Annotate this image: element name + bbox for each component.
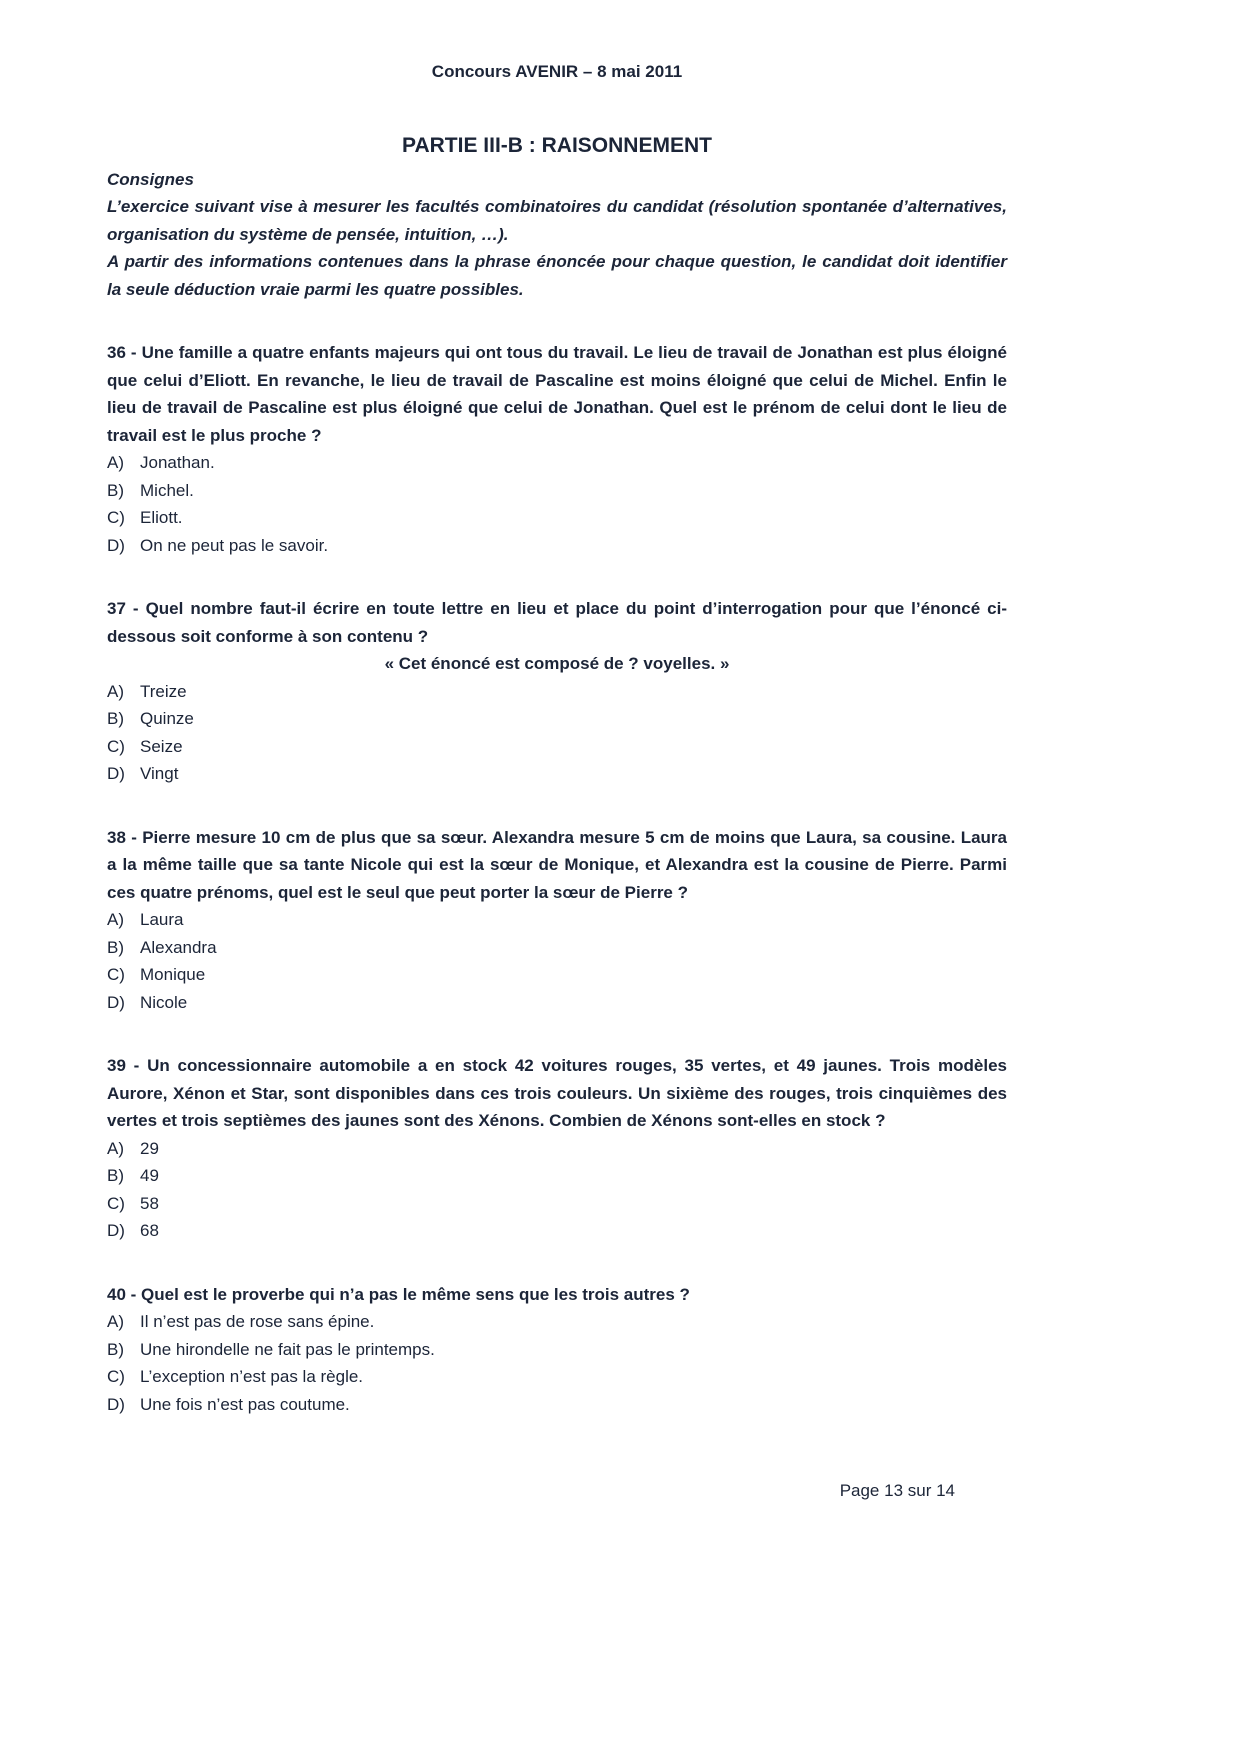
option-text: Treize [140, 681, 187, 701]
option-text: Une fois n’est pas coutume. [140, 1394, 350, 1414]
option-text: 49 [140, 1166, 159, 1185]
question-40 [107, 1281, 1007, 1419]
option-letter: A) [107, 1312, 124, 1331]
option-text: 29 [140, 1138, 159, 1158]
option-text: Nicole [140, 992, 188, 1012]
option-row [107, 733, 1007, 761]
option-text: Quinze [140, 709, 194, 728]
option-text: Une hirondelle ne fait pas le printemps. [140, 1339, 435, 1359]
option-row [107, 1162, 1007, 1190]
option-row [107, 504, 1007, 532]
option-letter: B) [107, 480, 124, 500]
question-39 [107, 1052, 1007, 1245]
option-letter: C) [107, 965, 125, 984]
option-row [107, 1190, 1007, 1218]
question-36 [107, 339, 1007, 559]
options-list [107, 906, 1007, 1016]
option-text: Laura [140, 910, 184, 929]
option-letter: B) [107, 1166, 124, 1185]
option-letter: D) [107, 764, 125, 783]
option-letter: C) [107, 1193, 125, 1213]
option-letter: A) [107, 910, 124, 929]
option-row [107, 989, 1007, 1017]
section-title: PARTIE III-B : RAISONNEMENT [402, 133, 712, 157]
option-text: 68 [140, 1221, 159, 1240]
question-38 [107, 824, 1007, 1017]
option-row [107, 760, 1007, 788]
option-letter: B) [107, 709, 124, 728]
option-letter: D) [107, 1394, 125, 1414]
option-row [107, 961, 1007, 989]
question-text: 38 - Pierre mesure 10 cm de plus que sa sœur. Alexandra mesure 5 cm de moins que Laura, sa cousine. Laura a la même taille que sa tante Nicole qui est la sœur de Monique, et Alexandra est la cousine de Pierre. Parmi ces quatre prénoms, quel est le seul que peut porter la sœur de Pierre ? [107, 827, 1007, 902]
option-row [107, 1391, 1007, 1419]
option-text: Vingt [140, 764, 179, 783]
instructions-paragraph-1: L’exercice suivant vise à mesurer les facultés combinatoires du candidat (résolution spontanée d’alternatives, organisation du système de pensée, intuition, …). [107, 197, 1007, 244]
option-row [107, 705, 1007, 733]
option-letter: D) [107, 992, 125, 1012]
option-letter: C) [107, 508, 125, 527]
question-text: 36 - Une famille a quatre enfants majeurs qui ont tous du travail. Le lieu de travail de Jonathan est plus éloigné que celui d’Eliott. En revanche, le lieu de travail de Pascaline est moins éloigné que celui de Michel. Enfin le lieu de travail de Pascaline est plus éloigné que celui de Jonathan. Quel est le prénom de celui dont le lieu de travail est le plus proche ? [107, 343, 1007, 445]
question-text: 37 - Quel nombre faut-il écrire en toute lettre en lieu et place du point d’interrogation pour que l’énoncé ci-dessous soit conforme à son contenu ? [107, 599, 1007, 646]
option-letter: A) [107, 453, 124, 472]
option-letter: A) [107, 1138, 124, 1158]
option-row [107, 906, 1007, 934]
option-row [107, 1336, 1007, 1364]
question-37 [107, 595, 1007, 788]
option-row [107, 477, 1007, 505]
option-text: Jonathan. [140, 453, 215, 472]
option-text: L’exception n’est pas la règle. [140, 1367, 364, 1386]
option-text: Seize [140, 736, 183, 756]
option-letter: D) [107, 535, 125, 555]
instructions-block [107, 166, 1007, 304]
options-list [107, 1308, 1007, 1418]
option-row [107, 934, 1007, 962]
option-row [107, 678, 1007, 706]
option-letter: B) [107, 1339, 124, 1359]
option-letter: C) [107, 736, 125, 756]
option-row [107, 1363, 1007, 1391]
option-text: Michel. [140, 480, 194, 500]
instructions-heading: Consignes [107, 169, 194, 189]
question-quote: « Cet énoncé est composé de ? voyelles. » [384, 654, 730, 673]
instructions-paragraph-2: A partir des informations contenues dans la phrase énoncée pour chaque question, le candidat doit identifier la seule déduction vraie parmi les quatre possibles. [107, 252, 1007, 299]
option-text: Il n’est pas de rose sans épine. [140, 1312, 375, 1331]
option-letter: A) [107, 681, 124, 701]
page-content [107, 58, 1007, 1418]
question-text: 39 - Un concessionnaire automobile a en stock 42 voitures rouges, 35 vertes, et 49 jaunes. Trois modèles Aurore, Xénon et Star, sont disponibles dans ces trois couleurs. Un sixième des rouges, trois cinquièmes des vertes et trois septièmes des jaunes sont des Xénons. Combien de Xénons sont-elles en stock ? [107, 1056, 1007, 1130]
option-row [107, 532, 1007, 560]
option-text: Alexandra [140, 937, 217, 957]
option-text: Monique [140, 965, 206, 984]
option-text: On ne peut pas le savoir. [140, 535, 329, 555]
options-list [107, 449, 1007, 559]
question-text: 40 - Quel est le proverbe qui n’a pas le même sens que les trois autres ? [107, 1284, 690, 1304]
options-list [107, 678, 1007, 788]
option-letter: B) [107, 937, 124, 957]
option-row [107, 1217, 1007, 1245]
option-text: 58 [140, 1193, 159, 1213]
document-header: Concours AVENIR – 8 mai 2011 [431, 62, 683, 81]
option-row [107, 1135, 1007, 1163]
options-list [107, 1135, 1007, 1245]
option-text: Eliott. [140, 508, 183, 527]
option-row [107, 449, 1007, 477]
option-letter: C) [107, 1367, 125, 1386]
page-number: Page 13 sur 14 [839, 1481, 955, 1500]
option-row [107, 1308, 1007, 1336]
option-letter: D) [107, 1221, 125, 1240]
